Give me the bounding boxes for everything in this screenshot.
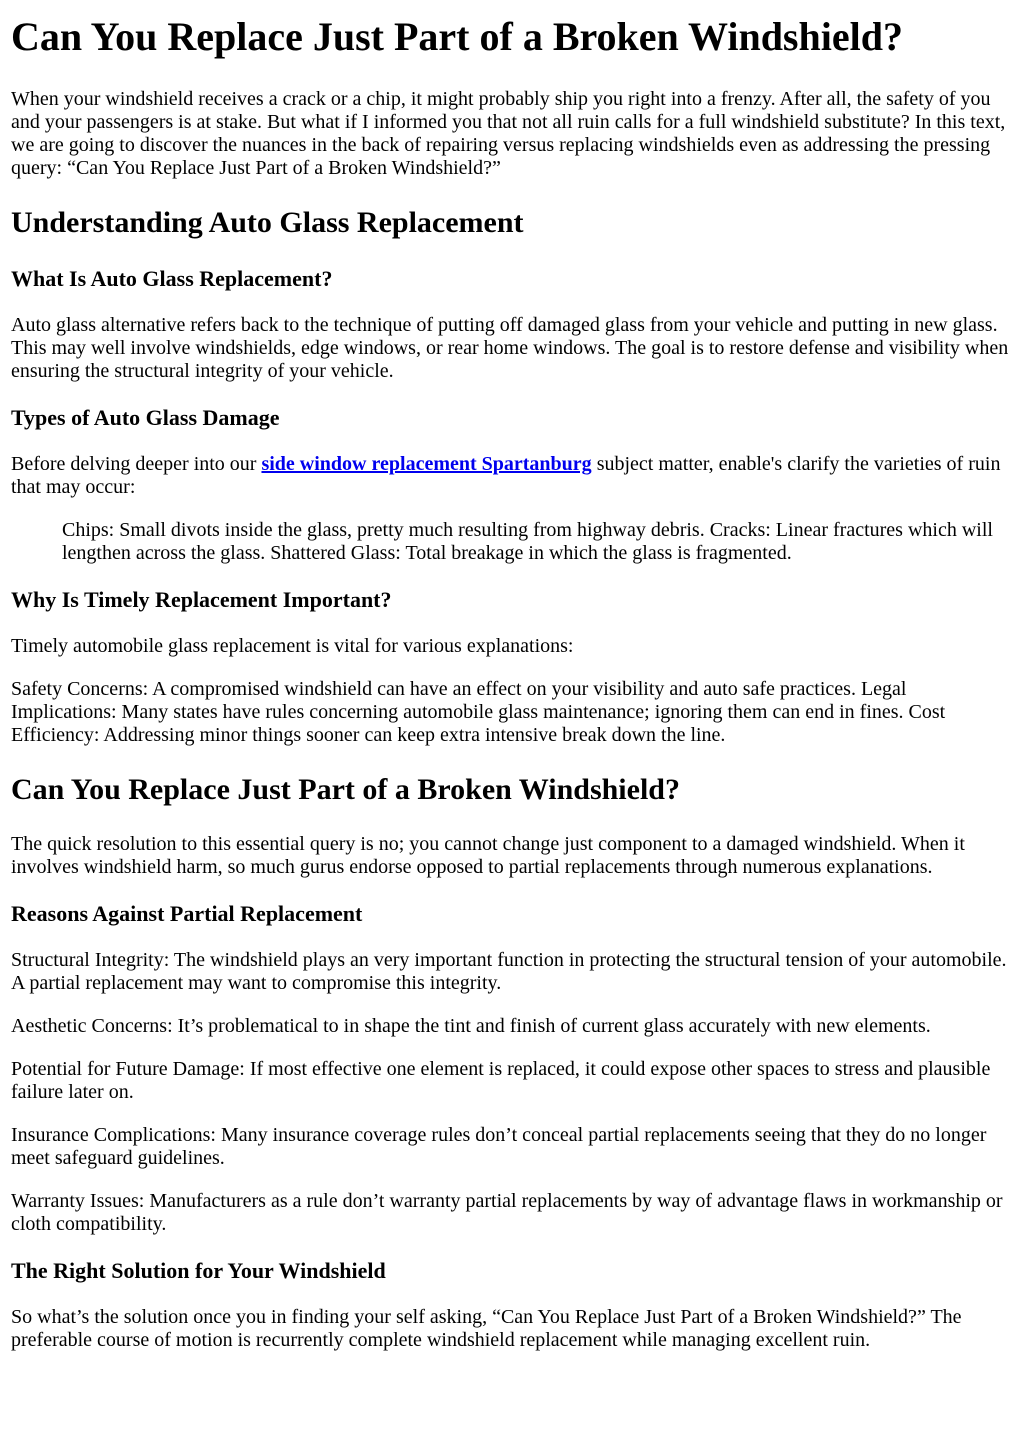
- reason-paragraph: Potential for Future Damage: If most effective one element is replaced, it could expose other spaces to stress and plausible failure later on.: [11, 1058, 991, 1103]
- section-heading-understanding: Understanding Auto Glass Replacement: [11, 206, 524, 239]
- paragraph-text: subject matter, enable's clarify the varieties of ruin that may occur:: [11, 453, 1001, 498]
- reason-paragraph: Aesthetic Concerns: It’s problematical to in shape the tint and finish of current glass accurately with new elements.: [11, 1015, 931, 1037]
- page-title: Can You Replace Just Part of a Broken Windshield?: [11, 14, 903, 59]
- subheading-types: Types of Auto Glass Damage: [11, 405, 280, 430]
- paragraph-why-intro: Timely automobile glass replacement is vital for various explanations:: [11, 635, 574, 657]
- paragraph-types: [11, 453, 1013, 499]
- subheading-why-timely: Why Is Timely Replacement Important?: [11, 587, 392, 612]
- side-window-replacement-link[interactable]: side window replacement Spartanburg: [261, 453, 592, 475]
- paragraph-what-is: Auto glass alternative refers back to the technique of putting off damaged glass from your vehicle and putting in new glass. This may well involve windshields, edge windows, or rear home windows. The goal is to restore defense and visibility when ensuring the structural integrity of your vehicle.: [11, 314, 1009, 382]
- paragraph-text: Before delving deeper into our: [11, 453, 262, 475]
- paragraph-why-reasons: Safety Concerns: A compromised windshield can have an effect on your visibility and auto safe practices. Legal Implications: Many states have rules concerning automobile glass maintenance; ignoring them can end in fines. Cost Efficiency: Addressing minor things sooner can keep extra intensive break down the line.: [11, 678, 946, 746]
- reason-paragraph: Structural Integrity: The windshield plays an very important function in protecting the structural tension of your automobile. A partial replacement may want to compromise this integrity.: [11, 949, 1007, 994]
- intro-paragraph: When your windshield receives a crack or a chip, it might probably ship you right into a frenzy. After all, the safety of you and your passengers is at stake. But what if I informed you that not all ruin calls for a full windshield substitute? In this text, we are going to discover the nuances in the back of repairing versus replacing windshields even as addressing the pressing query: “Can You Replace Just Part of a Broken Windshield?”: [11, 88, 1006, 179]
- section-heading-partial: Can You Replace Just Part of a Broken Windshield?: [11, 773, 680, 806]
- subheading-right-solution: The Right Solution for Your Windshield: [11, 1258, 386, 1283]
- paragraph-right-solution: So what’s the solution once you in finding your self asking, “Can You Replace Just Part of a Broken Windshield?” The preferable course of motion is recurrently complete windshield replacement while managing excellent ruin.: [11, 1306, 962, 1351]
- reason-paragraph: Warranty Issues: Manufacturers as a rule don’t warranty partial replacements by way of advantage flaws in workmanship or cloth compatibility.: [11, 1190, 1003, 1235]
- reason-paragraph: Insurance Complications: Many insurance coverage rules don’t conceal partial replacements seeing that they do no longer meet safeguard guidelines.: [11, 1124, 987, 1169]
- paragraph-short-answer: The quick resolution to this essential query is no; you cannot change just component to a damaged windshield. When it involves windshield harm, so much gurus endorse opposed to partial replacements through numerous explanations.: [11, 833, 965, 878]
- subheading-reasons-against: Reasons Against Partial Replacement: [11, 901, 363, 926]
- subheading-what-is: What Is Auto Glass Replacement?: [11, 266, 333, 291]
- damage-types-quote: Chips: Small divots inside the glass, pretty much resulting from highway debris. Cracks: Linear fractures which will lengthen across the glass. Shattered Glass: Total breakage in which the glass is fragmented.: [62, 519, 993, 564]
